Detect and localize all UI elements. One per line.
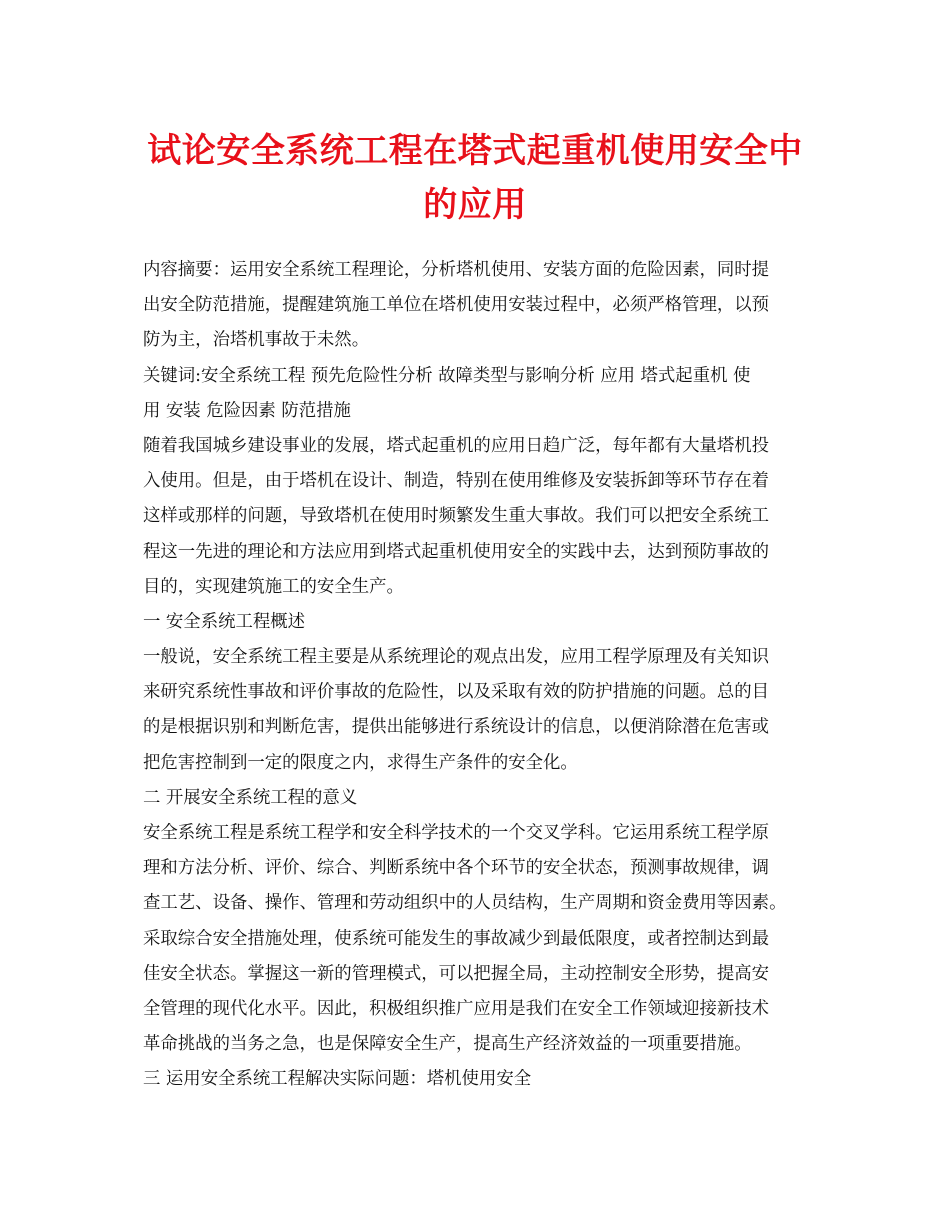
paragraph-line: 采取综合安全措施处理，使系统可能发生的事故减少到最低限度，或者控制达到最 <box>143 928 770 949</box>
abstract-line: 出安全防范措施，提醒建筑施工单位在塔机使用安装过程中，必须严格管理，以预 <box>143 295 770 316</box>
paragraph-line: 把危害控制到一定的限度之内，求得生产条件的安全化。 <box>143 752 578 773</box>
paragraph-line: 随着我国城乡建设事业的发展，塔式起重机的应用日趋广泛，每年都有大量塔机投 <box>143 435 770 456</box>
title-line: 的应用 <box>423 185 527 225</box>
paragraph-line: 入使用。但是，由于塔机在设计、制造，特别在使用维修及安装拆卸等环节存在着 <box>143 471 770 492</box>
keywords-line: 关键词:安全系统工程 预先危险性分析 故障类型与影响分析 应用 塔式起重机 使 <box>143 365 751 386</box>
abstract-line: 内容摘要：运用安全系统工程理论，分析塔机使用、安装方面的危险因素，同时提 <box>143 260 770 280</box>
paragraph-line: 安全系统工程是系统工程学和安全科学技术的一个交叉学科。它运用系统工程学原 <box>143 823 770 843</box>
section-heading: 一 安全系统工程概述 <box>143 611 306 632</box>
title-line: 试论安全系统工程在塔式起重机使用安全中 <box>147 131 803 171</box>
section-heading: 二 开展安全系统工程的意义 <box>143 787 358 808</box>
paragraph-line: 目的，实现建筑施工的安全生产。 <box>143 576 404 597</box>
paragraph-line: 全管理的现代化水平。因此，积极组织推广应用是我们在安全工作领域迎接新技术 <box>143 998 770 1019</box>
document-title <box>120 124 830 232</box>
paragraph-line: 的是根据识别和判断危害，提供出能够进行系统设计的信息，以便消除潜在危害或 <box>143 717 770 738</box>
paragraph-line: 一般说，安全系统工程主要是从系统理论的观点出发，应用工程学原理及有关知识 <box>143 647 770 668</box>
section-heading: 三 运用安全系统工程解决实际问题：塔机使用安全 <box>143 1069 532 1090</box>
document-body <box>143 253 833 1098</box>
paragraph-line: 佳安全状态。掌握这一新的管理模式，可以把握全局，主动控制安全形势，提高安 <box>143 963 770 984</box>
paragraph-line: 程这一先进的理论和方法应用到塔式起重机使用安全的实践中去，达到预防事故的 <box>143 541 770 562</box>
paragraph-line: 革命挑战的当务之急，也是保障安全生产，提高生产经济效益的一项重要措施。 <box>143 1034 752 1055</box>
keywords-line: 用 安装 危险因素 防范措施 <box>143 400 351 421</box>
paragraph-line: 这样或那样的问题，导致塔机在使用时频繁发生重大事故。我们可以把安全系统工 <box>143 506 770 527</box>
paragraph-line: 来研究系统性事故和评价事故的危险性，以及采取有效的防护措施的问题。总的目 <box>143 682 770 703</box>
abstract-line: 防为主，治塔机事故于未然。 <box>143 330 370 351</box>
paragraph-line: 理和方法分析、评价、综合、判断系统中各个环节的安全状态，预测事故规律，调 <box>143 858 770 879</box>
paragraph-line: 查工艺、设备、操作、管理和劳动组织中的人员结构，生产周期和资金费用等因素。 <box>143 893 787 914</box>
